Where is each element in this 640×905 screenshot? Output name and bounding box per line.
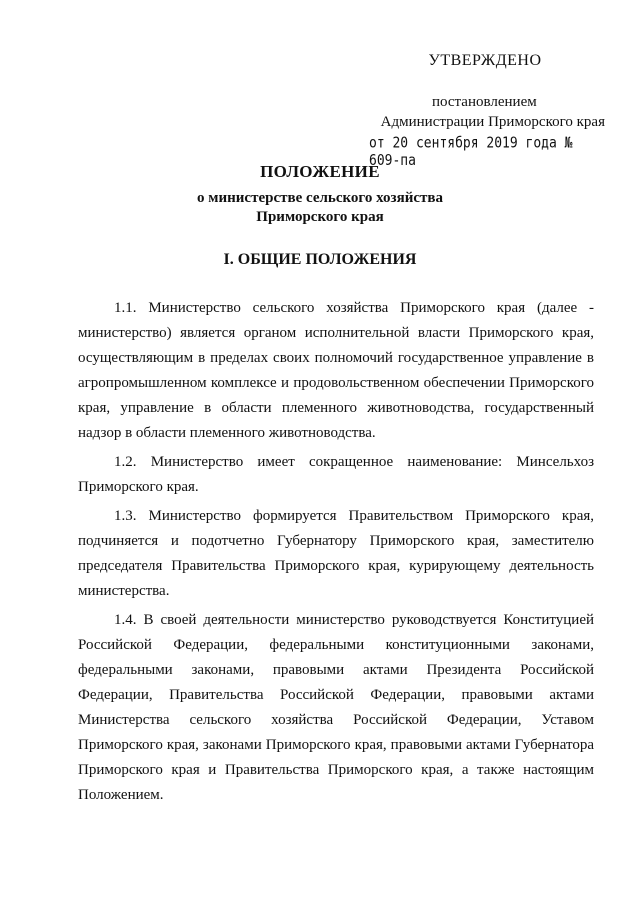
document-title: ПОЛОЖЕНИЕ [260, 162, 380, 181]
document-subtitle-line1: о министерстве сельского хозяйства [197, 190, 443, 206]
paragraph-1-3: 1.3. Министерство формируется Правительством Приморского края, подчиняется и подотчетно Губернатору Приморского края, заместителю председателя Правительства Приморского края, курирующему деятельность министерства. [78, 508, 594, 599]
approval-line-administration: Администрации Приморского края [380, 114, 605, 130]
paragraph-1-4: 1.4. В своей деятельности министерство руководствуется Конституцией Российской Федерации, федеральными конституционными законами, федеральными законами, правовыми актами Президента Российской Федерации, Правительства Российской Федерации, правовыми актами Министерства сельского хозяйства Российской Федерации, Уставом Приморского края, законами Приморского края, правовыми актами Губернатора Приморского края и Правительства Приморского края, а также настоящим Положением. [78, 612, 594, 803]
section-title: I. ОБЩИЕ ПОЛОЖЕНИЯ [223, 251, 417, 268]
approval-stamp [365, 52, 605, 170]
paragraph-1-2: 1.2. Министерство имеет сокращенное наименование: Минсельхоз Приморского края. [78, 454, 594, 495]
approval-date: от 20 сентября 2019 года № 609-па [369, 135, 573, 170]
approval-line-resolution: постановлением [432, 94, 537, 110]
approved-label: УТВЕРЖДЕНО [428, 52, 542, 69]
document-subtitle-line2: Приморского края [256, 209, 384, 225]
paragraph-1-1: 1.1. Министерство сельского хозяйства Приморского края (далее - министерство) является органом исполнительной власти Приморского края, осуществляющим в пределах своих полномочий государственное управление в агропромышленном комплексе и продовольственном обеспечении Приморского края, управление в области племенного животноводства, государственный надзор в области племенного животноводства. [78, 300, 594, 441]
document-body [78, 296, 594, 812]
